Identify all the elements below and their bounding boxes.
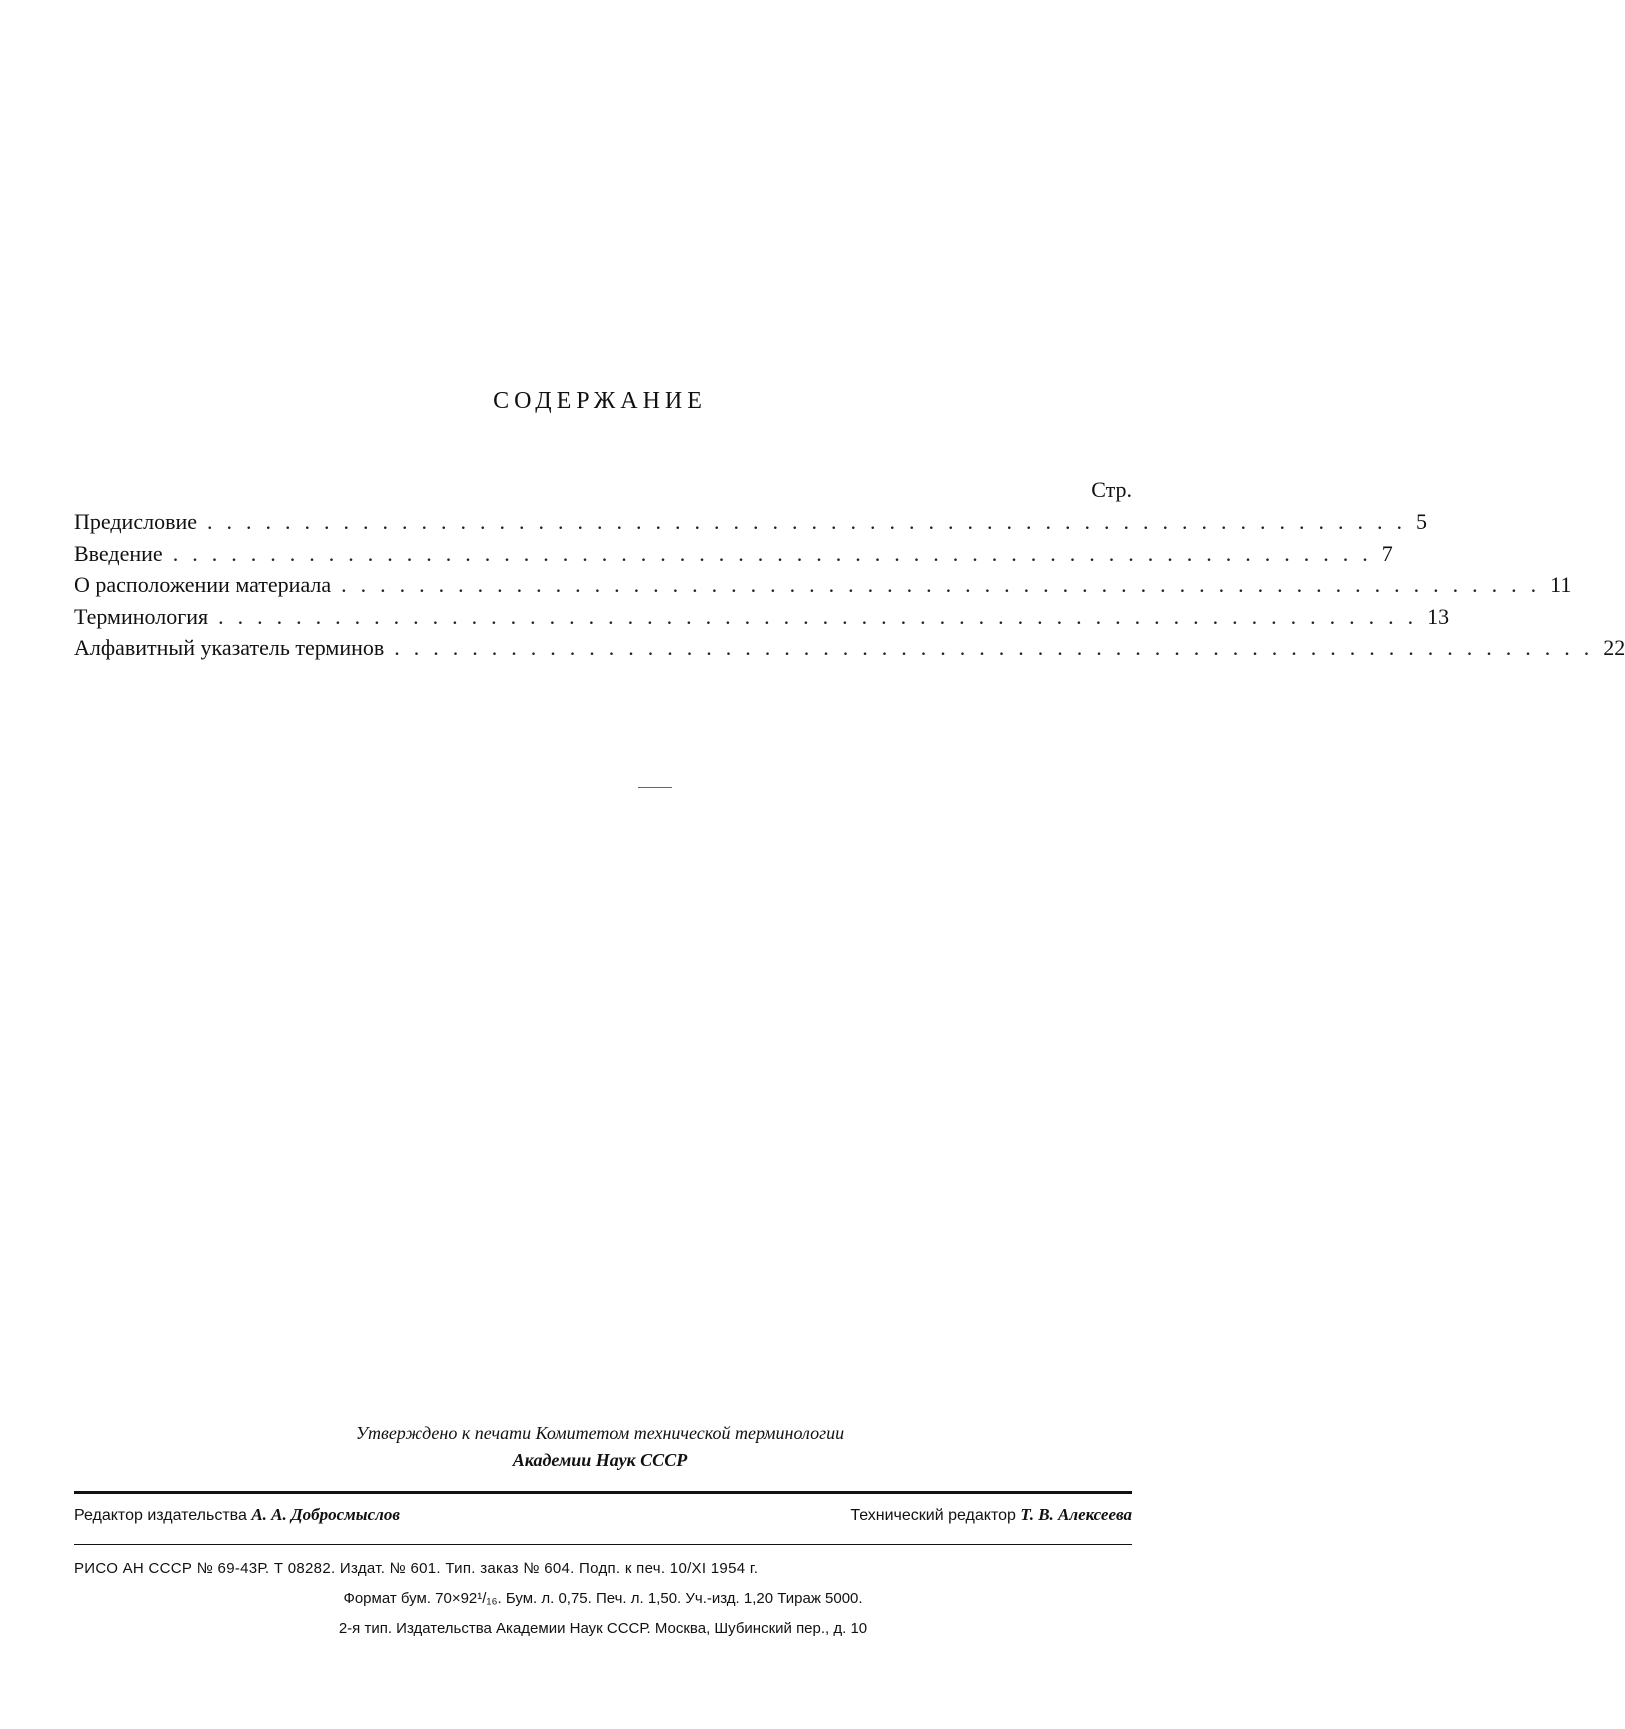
- approval-organization: Академии Наук СССР: [512, 1450, 688, 1470]
- dot-leader: ..............................................................: [207, 509, 1416, 534]
- toc-entry-page: 5: [1416, 509, 1427, 534]
- page-column-header: Стр.: [1091, 477, 1132, 502]
- publisher-editor-name: А. А. Добросмыслов: [251, 1505, 400, 1524]
- toc-entry: [74, 506, 1427, 538]
- toc-entry-title: Терминология: [74, 603, 209, 629]
- editors-line: [74, 1505, 1132, 1525]
- dot-leader: ..............................................................: [172, 540, 1382, 566]
- imprint-line: 2-я тип. Издательства Академии Наук СССР. Москва, Шубинский пер., д. 10: [338, 1620, 868, 1637]
- toc-entry: [74, 569, 1572, 601]
- imprint-rule: [74, 1544, 1132, 1545]
- imprint-top-rule: [74, 1491, 1132, 1494]
- imprint-line: Формат бум. 70×92¹/₁₆. Бум. л. 0,75. Печ. л. 1,50. Уч.-изд. 1,20 Тираж 5000.: [343, 1590, 863, 1607]
- dot-leader: ..............................................................: [394, 635, 1604, 660]
- publisher-editor-label: Редактор издательства: [74, 1507, 247, 1524]
- toc-entry-page: 11: [1550, 572, 1572, 597]
- dot-leader: ..............................................................: [341, 572, 1551, 597]
- toc-entry-page: 7: [1381, 540, 1393, 566]
- toc-entry: [74, 538, 1393, 570]
- toc-entry-page: 13: [1427, 603, 1450, 629]
- publisher-editor: [74, 1505, 400, 1525]
- technical-editor-label: Технический редактор: [850, 1507, 1016, 1524]
- toc-entry-page: 22: [1603, 635, 1625, 660]
- table-of-contents: [74, 474, 1625, 664]
- toc-entry-title: О расположении материала: [74, 572, 332, 597]
- technical-editor: [850, 1505, 1132, 1525]
- contents-title: СОДЕРЖАНИЕ: [493, 388, 707, 414]
- toc-entry-title: Введение: [74, 540, 163, 566]
- toc-entry: [74, 632, 1625, 664]
- section-divider: [638, 787, 672, 788]
- toc-entry: [74, 601, 1450, 633]
- technical-editor-name: Т. В. Алексеева: [1020, 1505, 1132, 1524]
- imprint-line: РИСО АН СССР № 69-43Р. Т 08282. Издат. № 601. Тип. заказ № 604. Подп. к печ. 10/XI 1954 г.: [74, 1560, 759, 1577]
- approval-line: Утверждено к печати Комитетом технической терминологии: [355, 1423, 845, 1443]
- toc-entry-title: Предисловие: [74, 509, 197, 534]
- toc-entry-title: Алфавитный указатель терминов: [74, 635, 385, 660]
- dot-leader: ..............................................................: [218, 603, 1428, 629]
- imprint-block: [74, 1554, 1132, 1644]
- approval-note: [0, 1420, 1200, 1474]
